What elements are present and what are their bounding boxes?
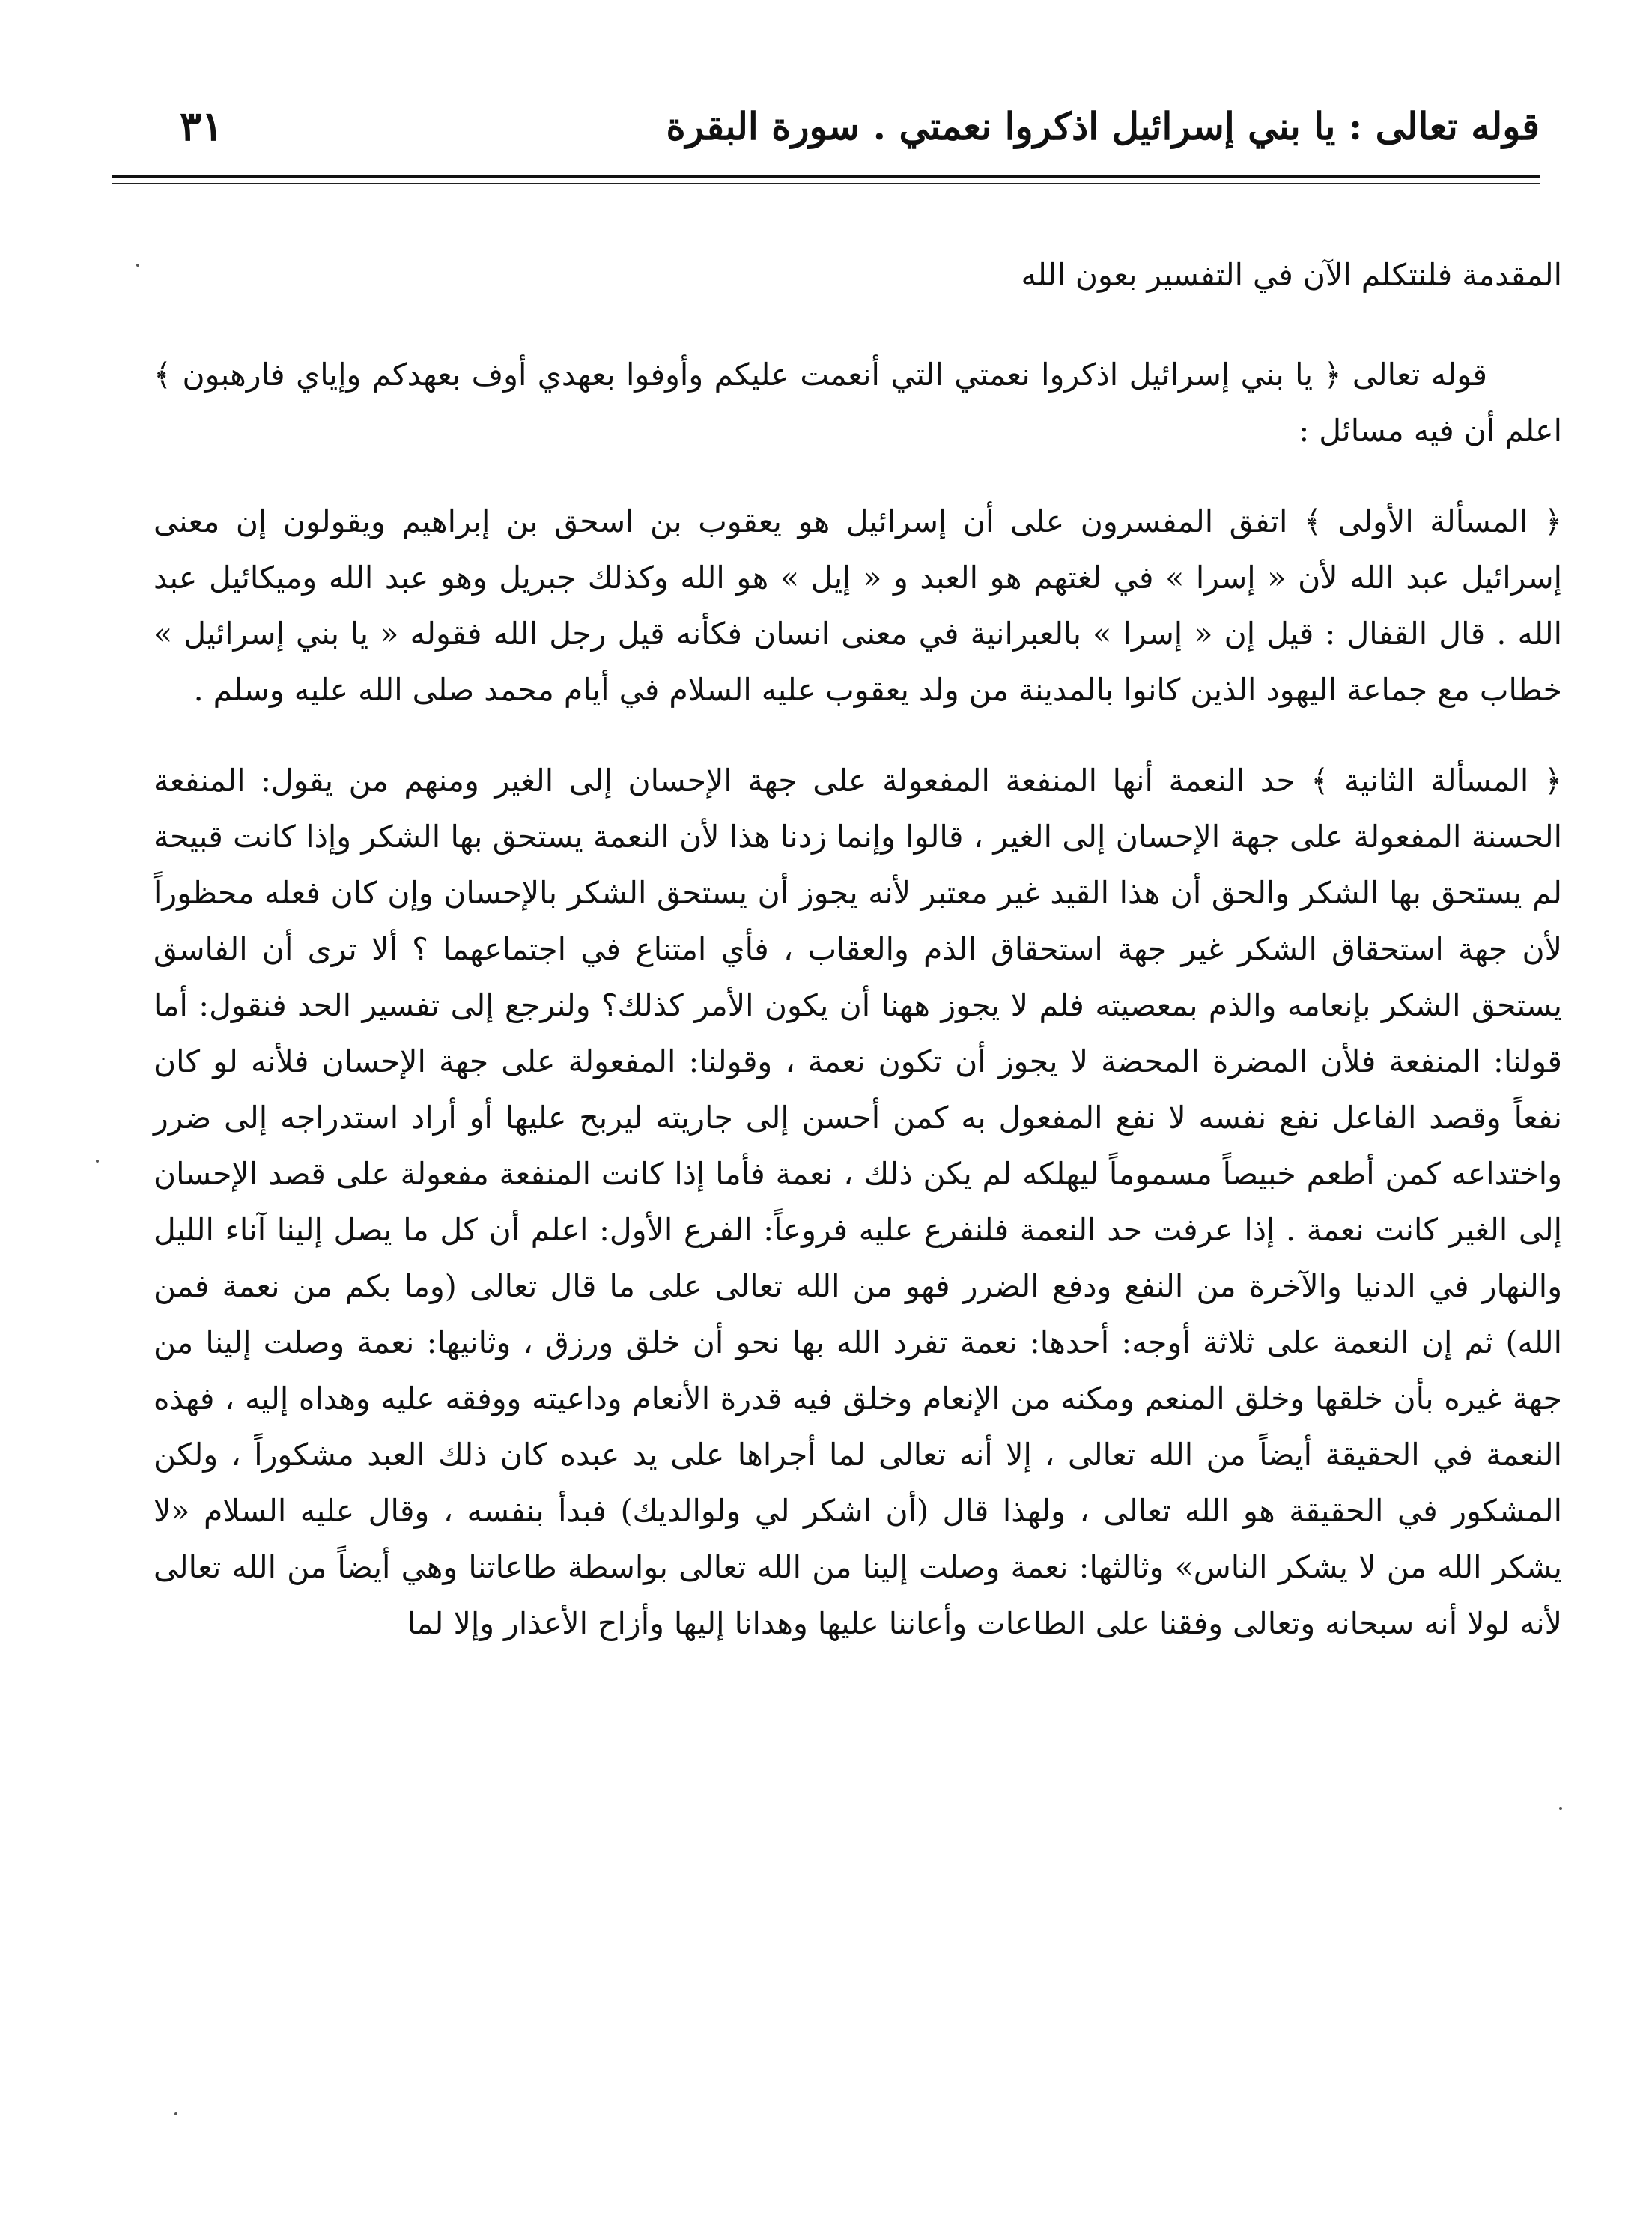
- page-number: ٣١: [180, 102, 224, 150]
- paragraph-intro-line: المقدمة فلنتكلم الآن في التفسير بعون الله: [1021, 257, 1562, 293]
- scan-speck: [136, 264, 139, 267]
- page-header: [180, 96, 1540, 156]
- scan-speck: [96, 1160, 99, 1163]
- running-head: قوله تعالى : يا بني إسرائيل اذكروا نعمتي . سورة البقرة: [666, 103, 1540, 148]
- header-rule-thin: [112, 183, 1540, 184]
- paragraph-second-issue: ﴿ المسألة الثانية ﴾ حد النعمة أنها المنفعة المفعولة على جهة الإحسان إلى الغير ومنهم من يقول: المنفعة الحسنة المفعولة على جهة الإحسان إلى الغير ، قالوا وإنما زدنا هذا لأن النعمة يستحق بها الشكر وإذا كانت قبيحة لم يستحق بها الشكر والحق أن هذا القيد غير معتبر لأنه يجوز أن يستحق الشكر بالإحسان وإن كان فعله محظوراً لأن جهة استحقاق الشكر غير جهة استحقاق الذم والعقاب ، فأي امتناع في اجتماعهما ؟ ألا ترى أن الفاسق يستحق الشكر بإنعامه والذم بمعصيته فلم لا يجوز ههنا أن يكون الأمر كذلك؟ ولنرجع إلى تفسير الحد فنقول: أما قولنا: المنفعة فلأن المضرة المحضة لا يجوز أن تكون نعمة ، وقولنا: المفعولة على جهة الإحسان فلأنه لو كان نفعاً وقصد الفاعل نفع نفسه لا نفع المفعول به كمن أحسن إلى جاريته ليربح عليها أو أراد استدراجه إلى ضرر واختداعه كمن أطعم خبيصاً مسموماً ليهلكه لم يكن ذلك ، نعمة فأما إذا كانت المنفعة مفعولة على قصد الإحسان إلى الغير كانت نعمة . إذا عرفت حد النعمة فلنفرع عليه فروعاً: الفرع الأول: اعلم أن كل ما يصل إلينا آناء الليل والنهار في الدنيا والآخرة من النفع ودفع الضرر فهو من الله تعالى على ما قال تعالى (وما بكم من نعمة فمن الله) ثم إن النعمة على ثلاثة أوجه: أحدها: نعمة تفرد الله بها نحو أن خلق ورزق ، وثانيها: نعمة وصلت إلينا من جهة غيره بأن خلقها وخلق المنعم ومكنه من الإنعام وخلق فيه قدرة الأنعام وداعيته ووفقه عليه وهداه إليه ، فهذه النعمة في الحقيقة أيضاً من الله تعالى ، إلا أنه تعالى لما أجراها على يد عبده كان ذلك العبد مشكوراً ، ولكن المشكور في الحقيقة هو الله تعالى ، ولهذا قال (أن اشكر لي ولوالديك) فبدأ بنفسه ، وقال عليه السلام «لا يشكر الله من لا يشكر الناس» وثالثها: نعمة وصلت إلينا من الله تعالى بواسطة طاعاتنا وهي أيضاً من الله تعالى لأنه لولا أنه سبحانه وتعالى وفقنا على الطاعات وأعاننا عليها وهدانا إليها وأزاح الأعذار وإلا لما: [154, 763, 1562, 1641]
- scan-speck: [1559, 1807, 1562, 1810]
- paragraph-verse: قوله تعالى ﴿ يا بني إسرائيل اذكروا نعمتي التي أنعمت عليكم وأوفوا بعهدي أوف بعهدكم وإياي فارهبون ﴾ اعلم أن فيه مسائل :: [154, 357, 1562, 449]
- paragraph-first-issue: ﴿ المسألة الأولى ﴾ اتفق المفسرون على أن إسرائيل هو يعقوب بن اسحق بن إبراهيم ويقولون إن معنى إسرائيل عبد الله لأن « إسرا » في لغتهم هو العبد و « إيل » هو الله وكذلك جبريل وهو عبد الله وميكائيل عبد الله . قال القفال : قيل إن « إسرا » بالعبرانية في معنى انسان فكأنه قيل رجل الله فقوله « يا بني إسرائيل » خطاب مع جماعة اليهود الذين كانوا بالمدينة من ولد يعقوب عليه السلام في أيام محمد صلى الله عليه وسلم .: [154, 503, 1562, 708]
- body-text: [154, 247, 1562, 2155]
- header-rule: [112, 175, 1540, 178]
- scan-speck: [174, 2112, 177, 2115]
